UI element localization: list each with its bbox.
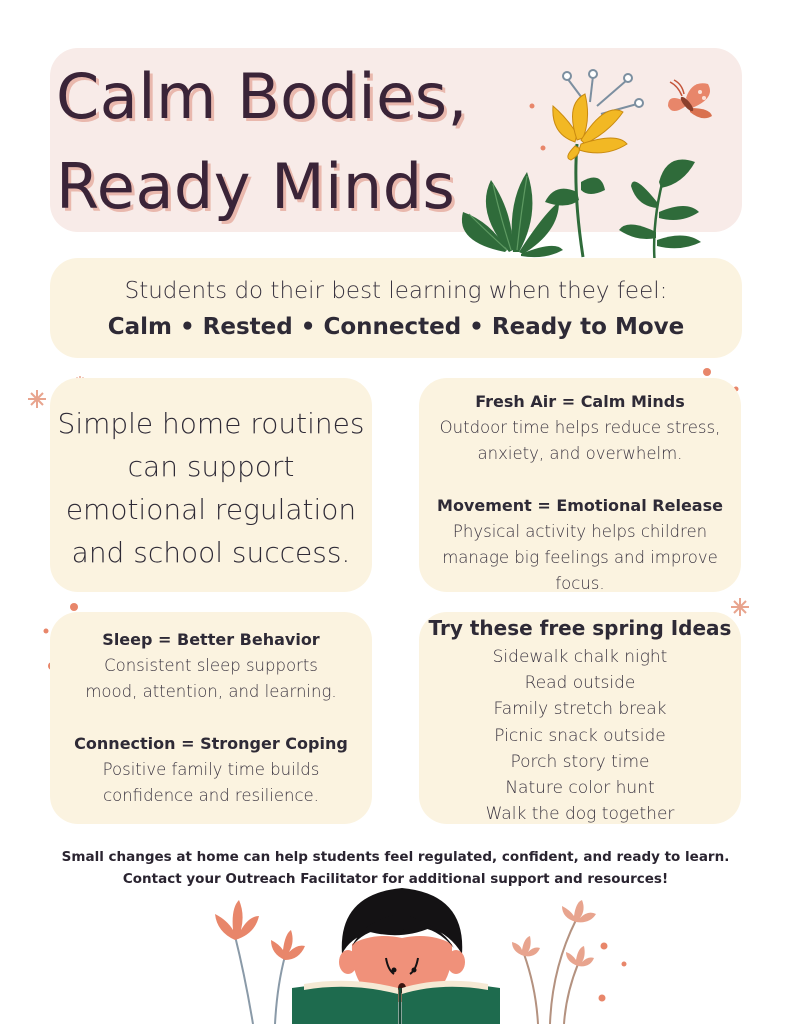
sleep-connection-card xyxy=(50,612,372,824)
intro-keywords: Calm • Rested • Connected • Ready to Move xyxy=(107,314,685,340)
fresh-air-movement-card xyxy=(419,378,741,592)
movement-body-3: focus. xyxy=(555,574,605,593)
routine-card xyxy=(50,378,372,592)
list-item: Sidewalk chalk night xyxy=(492,647,668,667)
butterfly-icon xyxy=(662,78,718,122)
fresh-air-section xyxy=(419,392,741,467)
intro-card xyxy=(50,258,742,358)
sleep-title: Sleep = Better Behavior xyxy=(102,630,320,649)
coral-flower-illustration xyxy=(500,898,630,1024)
routine-line-2: can support xyxy=(127,450,295,483)
page-title-line-1: Calm Bodies, xyxy=(56,60,468,133)
footer-line-1: Small changes at home can help students feel regulated, confident, and ready to learn. xyxy=(61,849,730,865)
list-item: Porch story time xyxy=(510,751,650,772)
list-item: Nature color hunt xyxy=(505,778,655,799)
connection-body-2: confidence and resilience. xyxy=(103,786,319,805)
ideas-list xyxy=(419,644,741,827)
list-item: Read outside xyxy=(524,673,636,694)
routine-text xyxy=(50,402,372,574)
fresh-air-body-1: Outdoor time helps reduce stress, xyxy=(439,418,721,437)
routine-line-1: Simple home routines xyxy=(57,407,365,440)
footer-line-2: Contact your Outreach Facilitator for additional support and resources! xyxy=(122,871,669,887)
movement-body-2: manage big feelings and improve xyxy=(442,548,718,567)
list-item: Family stretch break xyxy=(493,699,667,720)
sleep-section xyxy=(50,630,372,705)
sleep-body-1: Consistent sleep supports xyxy=(104,656,318,675)
routine-line-3: emotional regulation xyxy=(65,493,357,526)
routine-line-4: and school success. xyxy=(71,536,351,569)
connection-title: Connection = Stronger Coping xyxy=(74,734,348,753)
movement-title: Movement = Emotional Release xyxy=(437,496,723,515)
sleep-body-2: mood, attention, and learning. xyxy=(85,682,337,701)
intro-text: Students do their best learning when they feel: xyxy=(124,278,668,304)
ideas-title: Try these free spring Ideas xyxy=(428,616,732,640)
movement-section xyxy=(419,496,741,597)
spring-ideas-card xyxy=(419,612,741,824)
connection-section xyxy=(50,734,372,809)
reading-child-illustration xyxy=(290,884,502,1024)
movement-body-1: Physical activity helps children xyxy=(452,522,708,541)
list-item: Picnic snack outside xyxy=(494,725,666,746)
sparkle-icon xyxy=(26,388,48,410)
connection-body-1: Positive family time builds xyxy=(102,760,320,779)
list-item: Walk the dog together xyxy=(485,804,675,825)
fresh-air-body-2: anxiety, and overwhelm. xyxy=(477,444,683,463)
sparkle-icon xyxy=(729,596,751,618)
page-title-line-2: Ready Minds xyxy=(56,150,456,223)
fresh-air-title: Fresh Air = Calm Minds xyxy=(475,392,685,411)
